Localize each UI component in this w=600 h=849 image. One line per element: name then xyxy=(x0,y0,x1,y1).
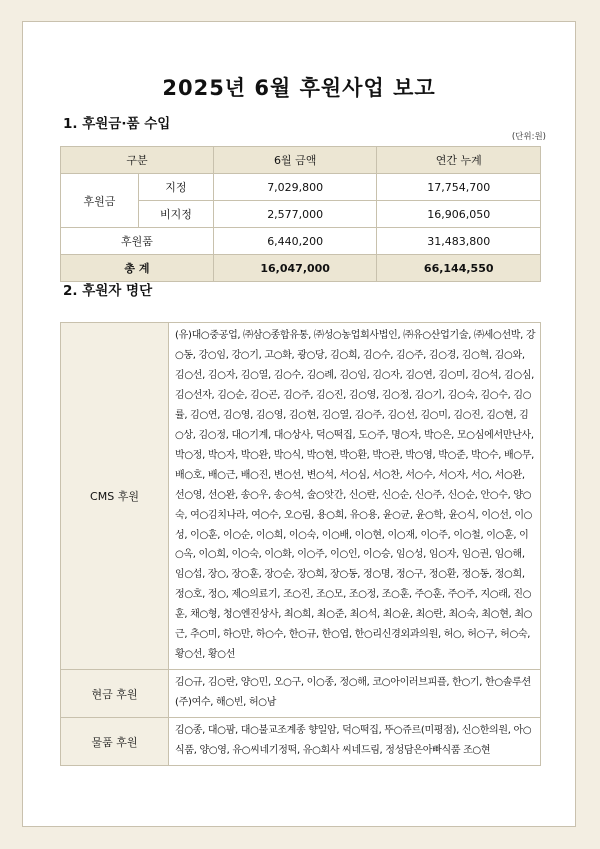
donor-row-cash xyxy=(61,670,541,718)
page-title: 2025년 6월 후원사업 보고 xyxy=(162,76,436,100)
row-annual-value: 16,906,050 xyxy=(377,201,541,228)
donor-row-cms xyxy=(61,323,541,670)
total-label: 총 계 xyxy=(61,255,214,282)
donor-row-goods xyxy=(61,718,541,766)
income-table xyxy=(60,146,541,282)
table-row xyxy=(61,174,541,201)
donor-names: (유)대○중공업, ㈜삼○종합유통, ㈜성○농업회사법인, ㈜유○산업기술, ㈜세○선박, 강○동, 강○임, 강○기, 고○화, 광○당, 김○희, 김○수, 김○주, 김○경, 김○혁, 김○와, 김○선, 김○자, 김○열, 김○수, 김○례, 김○임, 김○자, 김○연, 김○미, 김○석, 김○심, 김○선자, 김○순, 김○곤, 김○주, 김○진, 김○영, 김○정, 김○기, 김○숙, 김○수, 김○률, 김○연, 김○영, 김○영, 김○현, 김○열, 김○주, 김○선, 김○미, 김○진, 김○현, 김○상, 김○정, 대○기계, 대○상사, 덕○떡집, 도○주, 명○자, 박○은, 모○심에서만난사, 박○정, 박○자, 박○완, 박○식, 박○현, 박○환, 박○관, 박○영, 박○준, 박○수, 배○무, 배○호, 배○근, 배○진, 변○선, 변○석, 서○심, 서○찬, 서○수, 서○자, 서○, 서○완, 선○영, 선○완, 송○우, 송○석, 술○앗간, 신○란, 신○순, 신○주, 신○순, 안○수, 양○숙, 여○김치나라, 여○수, 오○림, 용○희, 유○용, 윤○균, 윤○학, 윤○식, 이○선, 이○성, 이○훈, 이○순, 이○희, 이○숙, 이○배, 이○현, 이○재, 이○주, 이○철, 이○훈, 이○옥, 이○희, 이○숙, 이○화, 이○주, 이○인, 이○승, 임○성, 임○자, 임○권, 임○해, 임○섭, 장○, 장○훈, 장○순, 장○희, 장○동, 정○명, 정○구, 정○환, 정○동, 정○희, 정○호, 정○, 제○의료기, 조○진, 조○모, 조○정, 조○훈, 주○훈, 주○주, 지○래, 진○훈, 채○형, 청○엔진상사, 최○희, 최○준, 최○석, 최○윤, 최○란, 최○숙, 최○현, 최○근, 추○미, 하○만, 하○수, 한○규, 한○엽, 한○리신경외과의원, 허○, 허○구, 허○숙, 황○선, 황○선 xyxy=(169,323,541,670)
donor-names: 김○규, 김○란, 양○민, 오○구, 이○종, 정○해, 코○아이러브피플, 한○기, 한○솔루션(주)여수, 해○빈, 허○남 xyxy=(169,670,541,718)
total-row xyxy=(61,255,541,282)
table-row xyxy=(61,228,541,255)
donor-type-label: 현금 후원 xyxy=(61,670,169,718)
header-annual: 연간 누계 xyxy=(377,147,541,174)
table-header-row xyxy=(61,147,541,174)
row-month-value: 7,029,800 xyxy=(213,174,377,201)
donor-type-label: CMS 후원 xyxy=(61,323,169,670)
goods-label: 후원품 xyxy=(61,228,214,255)
total-month-value: 16,047,000 xyxy=(213,255,377,282)
goods-annual-value: 31,483,800 xyxy=(377,228,541,255)
header-month: 6월 금액 xyxy=(213,147,377,174)
donor-table xyxy=(60,322,541,766)
donor-type-label: 물품 후원 xyxy=(61,718,169,766)
total-annual-value: 66,144,550 xyxy=(377,255,541,282)
report-sheet xyxy=(22,21,576,827)
row-label: 지정 xyxy=(138,174,213,201)
group-label: 후원금 xyxy=(61,174,139,228)
unit-label: (단위:원) xyxy=(511,132,546,142)
row-annual-value: 17,754,700 xyxy=(377,174,541,201)
goods-month-value: 6,440,200 xyxy=(213,228,377,255)
row-month-value: 2,577,000 xyxy=(213,201,377,228)
donor-names: 김○종, 대○팜, 대○불교조계종 향일암, 덕○떡집, 뚜○쥬르(미평점), 신○한의원, 아○식품, 양○영, 유○씨네기정떡, 유○회사 씨네드림, 정성담은아빠식품 조○현 xyxy=(169,718,541,766)
section-income-heading: 1. 후원금·품 수입 xyxy=(63,116,171,132)
section-donors-heading: 2. 후원자 명단 xyxy=(63,283,153,299)
header-category: 구분 xyxy=(61,147,214,174)
row-label: 비지정 xyxy=(138,201,213,228)
